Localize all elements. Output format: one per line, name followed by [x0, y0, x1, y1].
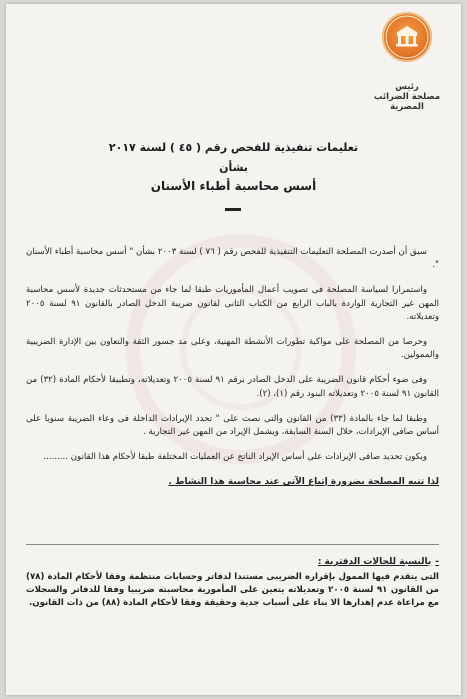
- paragraph: وطبقا لما جاء بالمادة (٣٣) من القانون والتى نصت على " تحدد الإيرادات الداخلة فى وعاء الضريبة سنويا على أساس صافى الإيرادات، خلال السنة السابقة، ويشمل الإيراد من المهن غير التجارية .: [26, 413, 439, 438]
- document-title: تعليمات تنفيذية للفحص رقم ( ٤٥ ) لسنة ٢٠١٧: [108, 141, 359, 154]
- title-underline-dash: [225, 208, 241, 211]
- document-page: [6, 4, 461, 695]
- paragraph: ويكون تحديد صافى الإيرادات على أساس الإيراد الناتج عن العمليات المختلفة طبقا لأحكام هذا القانون .........: [43, 452, 427, 463]
- divider: [26, 544, 439, 545]
- paragraph: وحرصا من المصلحة على مواكبة تطورات الأنشطة المهنية، وعلى مد جسور الثقة والتعاون بين الإدارة الضريبية والممولين.: [26, 337, 439, 361]
- authority-name: مصلحة الضرائب المصرية: [373, 92, 441, 112]
- booked-cases-section: [26, 557, 439, 610]
- section-text: التى يتقدم فيها الممول بإقراره الضريبى مستندا لدفاتر وحسابات منتظمة وفقا لأحكام المادة (٧٨) من القانون ٩١ لسنة ٢٠٠٥ وتعديلاته يتعين على المأمورية محاسبته ضريبيا وفقا للدفاتر والسجلات مع مراعاة عدم إهدارها الا بناء على أسباب جدية وحقيقة وفقا لأحكام المادة (٨٨) من ذات القانون.: [26, 572, 439, 608]
- section-bullet: -: [435, 557, 439, 567]
- paragraph: وفى ضوء أحكام قانون الضريبة على الدخل الصادر برقم ٩١ لسنة ٢٠٠٥ وتعديلاته، وتطبيقا لأحكام المادة (٣٢) من القانون ٩١ لسنة ٢٠٠٥ وتعديلاته البنود رقم (١)، (٢).: [26, 375, 439, 399]
- paragraph: واستمرارا لسياسة المصلحة فى تصويب أعمال المأموريات طبقا لما جاء من مستحدثات جديدة لأسس محاسبة المهن غير التجارية الواردة بالباب الرابع من الكتاب الثانى لقانون ضريبة الدخل الصادر بالقانون ٩١ لسنة ٢٠٠٥ وتعديلاته.: [26, 285, 440, 322]
- authority-title: رئيس: [395, 82, 419, 92]
- paragraph: سبق أن أصدرت المصلحة التعليمات التنفيذية للفحص رقم ( ٧٦ ) لسنة ٢٠٠٣ بشأن " أسس محاسبة أطباء الأسنان ".: [26, 247, 439, 271]
- document-subject: أسس محاسبة أطباء الأسنان: [150, 179, 317, 193]
- section-heading: [26, 557, 439, 567]
- document-title-regarding: بشأن: [219, 161, 248, 174]
- tax-authority-logo: [382, 12, 432, 62]
- letterhead: [367, 12, 447, 112]
- document-body: [26, 246, 439, 490]
- notice-heading: لذا تنبه المصلحة بضرورة إتباع الآتى عند محاسبة هذا النشاط .: [168, 477, 439, 488]
- section-title: بالنسبة للحالات الدفترية :: [317, 557, 432, 567]
